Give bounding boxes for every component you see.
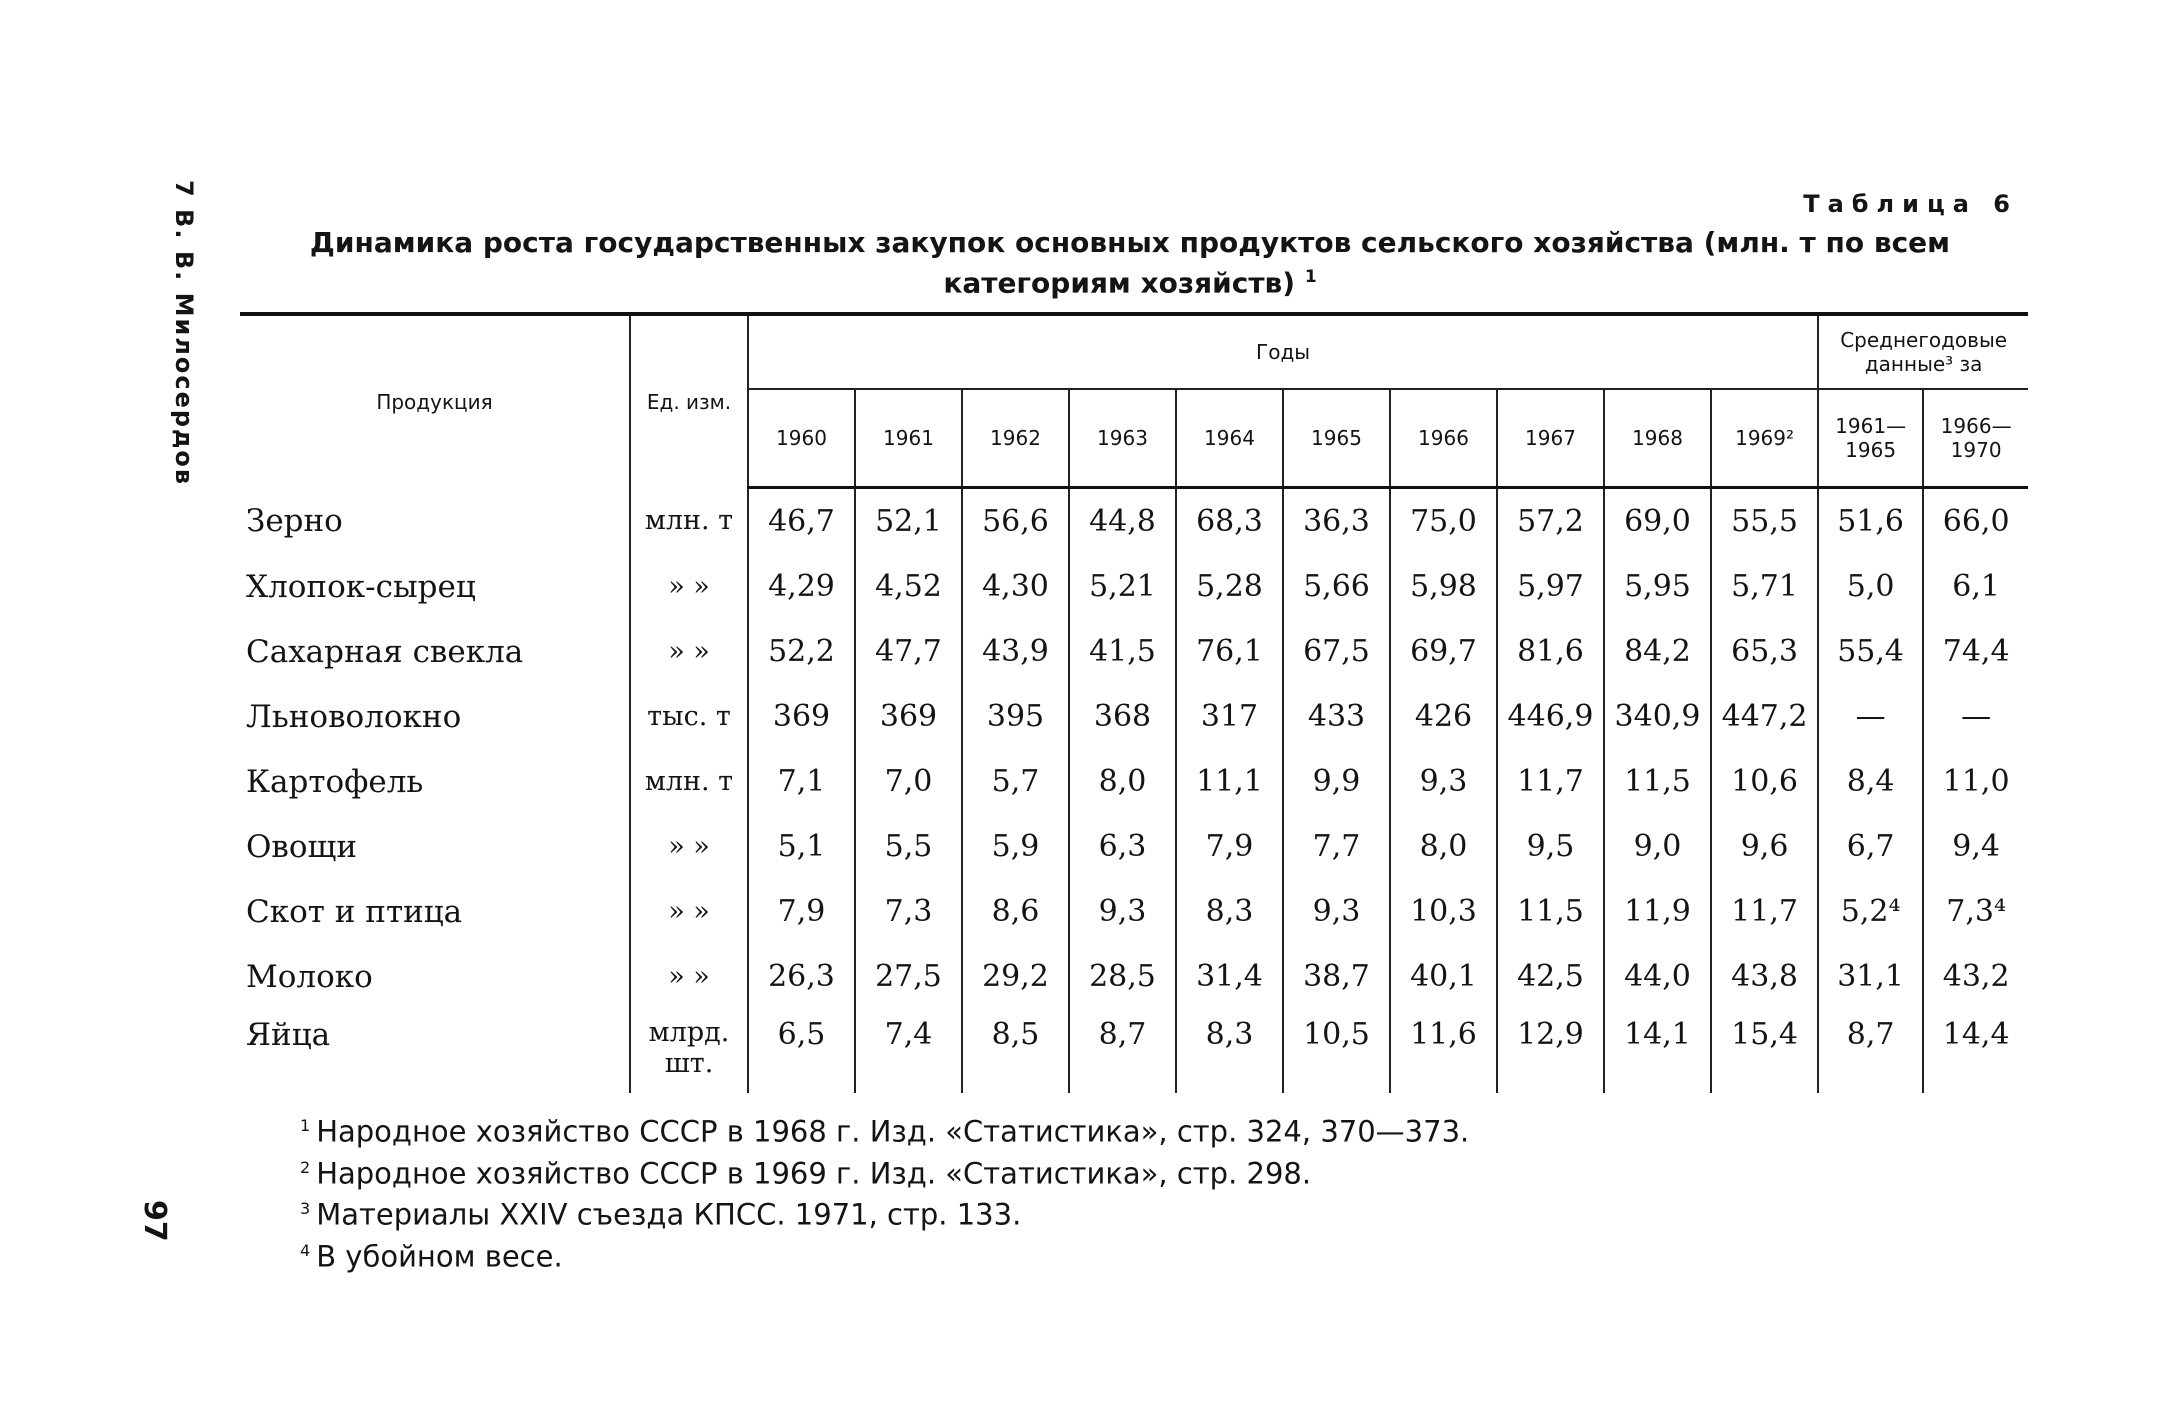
header-avg-period: 1961—1965 (1818, 389, 1923, 488)
table-row (240, 554, 2028, 619)
value-cell: 9,5 (1497, 814, 1604, 879)
value-cell: 5,97 (1497, 554, 1604, 619)
value-cell: 5,66 (1283, 554, 1390, 619)
unit-cell: » » (630, 814, 748, 879)
value-cell: 8,6 (962, 879, 1069, 944)
footnote-mark: 4 (300, 1240, 311, 1260)
table-row (240, 749, 2028, 814)
value-cell: 7,1 (748, 749, 855, 814)
value-cell: 369 (748, 684, 855, 749)
product-name: Картофель (246, 763, 424, 800)
value-cell: 9,3 (1069, 879, 1176, 944)
value-cell: 6,1 (1923, 554, 2028, 619)
header-product: Продукция (240, 314, 630, 488)
value-cell: 9,3 (1390, 749, 1497, 814)
table-title-text: Динамика роста государственных закупок основных продуктов сельского хозяйства (млн. т по всем категориям хозяйств) (309, 226, 1951, 300)
header-year: 1961 (855, 389, 962, 488)
value-cell: 9,0 (1604, 814, 1711, 879)
value-cell: 26,3 (748, 944, 855, 1009)
table-row (240, 879, 2028, 944)
product-name: Льноволокно (246, 698, 462, 735)
header-year: 1968 (1604, 389, 1711, 488)
procurement-table (240, 312, 2028, 1093)
value-cell: 6,3 (1069, 814, 1176, 879)
product-name: Молоко (246, 958, 373, 995)
value-cell: 40,1 (1390, 944, 1497, 1009)
value-cell: 57,2 (1497, 488, 1604, 555)
value-cell: 446,9 (1497, 684, 1604, 749)
value-cell: 29,2 (962, 944, 1069, 1009)
value-cell: 43,8 (1711, 944, 1818, 1009)
header-unit: Ед. изм. (630, 314, 748, 488)
header-year: 1963 (1069, 389, 1176, 488)
title-footnote-mark: 1 (1304, 267, 1317, 287)
header-year: 1964 (1176, 389, 1283, 488)
value-cell: 5,71 (1711, 554, 1818, 619)
value-cell: 5,95 (1604, 554, 1711, 619)
value-cell: 5,9 (962, 814, 1069, 879)
value-cell: 447,2 (1711, 684, 1818, 749)
table-header (240, 314, 2028, 488)
table-row (240, 944, 2028, 1009)
value-cell: 42,5 (1497, 944, 1604, 1009)
value-cell: 7,7 (1283, 814, 1390, 879)
value-cell: 7,4 (855, 1009, 962, 1093)
value-cell: 69,7 (1390, 619, 1497, 684)
unit-cell: млрд. шт. (630, 1009, 748, 1093)
footnote (300, 1233, 1469, 1275)
value-cell: 12,9 (1497, 1009, 1604, 1093)
value-cell: 31,4 (1176, 944, 1283, 1009)
unit-cell: » » (630, 879, 748, 944)
value-cell: 5,21 (1069, 554, 1176, 619)
value-cell: 8,7 (1818, 1009, 1923, 1093)
value-cell: 14,1 (1604, 1009, 1711, 1093)
value-cell: 8,7 (1069, 1009, 1176, 1093)
running-head: 7 В. В. Милосердов (170, 180, 198, 487)
header-year: 1967 (1497, 389, 1604, 488)
value-cell: 10,3 (1390, 879, 1497, 944)
value-cell: 55,4 (1818, 619, 1923, 684)
value-cell: 41,5 (1069, 619, 1176, 684)
value-cell: 11,7 (1711, 879, 1818, 944)
value-cell: 5,0 (1818, 554, 1923, 619)
value-cell: 10,6 (1711, 749, 1818, 814)
value-cell: 44,8 (1069, 488, 1176, 555)
table-row (240, 1009, 2028, 1093)
value-cell: 5,1 (748, 814, 855, 879)
footnote-mark: 2 (300, 1157, 311, 1177)
value-cell: 368 (1069, 684, 1176, 749)
product-name: Сахарная свекла (246, 633, 524, 670)
table-row (240, 814, 2028, 879)
table-body (240, 488, 2028, 1094)
value-cell: 5,98 (1390, 554, 1497, 619)
value-cell: 44,0 (1604, 944, 1711, 1009)
value-cell: 4,52 (855, 554, 962, 619)
value-cell: 8,3 (1176, 1009, 1283, 1093)
footnote-text: Народное хозяйство СССР в 1968 г. Изд. «Статистика», стр. 324, 370—373. (316, 1114, 1470, 1149)
value-cell: 7,3⁴ (1923, 879, 2028, 944)
header-year: 1966 (1390, 389, 1497, 488)
value-cell: 14,4 (1923, 1009, 2028, 1093)
value-cell: 6,5 (748, 1009, 855, 1093)
value-cell: 52,2 (748, 619, 855, 684)
value-cell: 47,7 (855, 619, 962, 684)
value-cell: 36,3 (1283, 488, 1390, 555)
page-number: 97 (137, 1200, 172, 1242)
unit-cell: » » (630, 554, 748, 619)
header-avg-group: Среднегодовые данные³ за (1818, 314, 2028, 389)
product-name: Овощи (246, 828, 358, 865)
value-cell: 395 (962, 684, 1069, 749)
table-label: Таблица 6 (1803, 190, 2018, 218)
footnote-text: Народное хозяйство СССР в 1969 г. Изд. «Статистика», стр. 298. (316, 1156, 1312, 1191)
value-cell: 11,5 (1604, 749, 1711, 814)
product-name: Яйца (246, 1017, 331, 1053)
value-cell: 340,9 (1604, 684, 1711, 749)
value-cell: 11,5 (1497, 879, 1604, 944)
header-year: 1960 (748, 389, 855, 488)
value-cell: 369 (855, 684, 962, 749)
header-year: 1965 (1283, 389, 1390, 488)
value-cell: 5,7 (962, 749, 1069, 814)
value-cell: 68,3 (1176, 488, 1283, 555)
value-cell: 8,0 (1390, 814, 1497, 879)
value-cell: 69,0 (1604, 488, 1711, 555)
value-cell: 31,1 (1818, 944, 1923, 1009)
value-cell: 11,7 (1497, 749, 1604, 814)
value-cell: 9,6 (1711, 814, 1818, 879)
value-cell: 27,5 (855, 944, 962, 1009)
value-cell: 55,5 (1711, 488, 1818, 555)
footnotes (300, 1108, 1469, 1275)
value-cell: 4,29 (748, 554, 855, 619)
value-cell: 43,2 (1923, 944, 2028, 1009)
header-years-group: Годы (748, 314, 1818, 389)
footnote (300, 1191, 1469, 1233)
product-name: Скот и птица (246, 893, 463, 930)
value-cell: 52,1 (855, 488, 962, 555)
value-cell: 6,7 (1818, 814, 1923, 879)
unit-cell: млн. т (630, 749, 748, 814)
footnote-text: В убойном весе. (316, 1239, 563, 1274)
value-cell: 38,7 (1283, 944, 1390, 1009)
value-cell: 7,0 (855, 749, 962, 814)
header-year: 1969² (1711, 389, 1818, 488)
value-cell: 67,5 (1283, 619, 1390, 684)
value-cell: 9,3 (1283, 879, 1390, 944)
value-cell: 11,6 (1390, 1009, 1497, 1093)
value-cell: 9,4 (1923, 814, 2028, 879)
value-cell: 10,5 (1283, 1009, 1390, 1093)
table-row (240, 619, 2028, 684)
header-avg-period: 1966—1970 (1923, 389, 2028, 488)
value-cell: 46,7 (748, 488, 855, 555)
value-cell: 4,30 (962, 554, 1069, 619)
value-cell: 5,2⁴ (1818, 879, 1923, 944)
value-cell: 5,5 (855, 814, 962, 879)
unit-cell: млн. т (630, 488, 748, 555)
unit-cell: » » (630, 944, 748, 1009)
value-cell: 8,0 (1069, 749, 1176, 814)
value-cell: 28,5 (1069, 944, 1176, 1009)
footnote (300, 1108, 1469, 1150)
value-cell: 8,5 (962, 1009, 1069, 1093)
value-cell: 51,6 (1818, 488, 1923, 555)
value-cell: 11,1 (1176, 749, 1283, 814)
value-cell: 65,3 (1711, 619, 1818, 684)
table-row (240, 488, 2028, 555)
value-cell: 8,3 (1176, 879, 1283, 944)
unit-cell: тыс. т (630, 684, 748, 749)
value-cell: — (1818, 684, 1923, 749)
value-cell: 81,6 (1497, 619, 1604, 684)
value-cell: 15,4 (1711, 1009, 1818, 1093)
value-cell: — (1923, 684, 2028, 749)
value-cell: 43,9 (962, 619, 1069, 684)
value-cell: 5,28 (1176, 554, 1283, 619)
value-cell: 317 (1176, 684, 1283, 749)
value-cell: 7,3 (855, 879, 962, 944)
value-cell: 76,1 (1176, 619, 1283, 684)
value-cell: 8,4 (1818, 749, 1923, 814)
value-cell: 74,4 (1923, 619, 2028, 684)
value-cell: 9,9 (1283, 749, 1390, 814)
value-cell: 84,2 (1604, 619, 1711, 684)
unit-cell: » » (630, 619, 748, 684)
table-title (300, 226, 1960, 300)
footnote-mark: 1 (300, 1116, 311, 1135)
footnote-text: Материалы XXIV съезда КПСС. 1971, стр. 133. (316, 1197, 1022, 1232)
value-cell: 7,9 (748, 879, 855, 944)
value-cell: 11,0 (1923, 749, 2028, 814)
value-cell: 66,0 (1923, 488, 2028, 555)
product-name: Зерно (246, 502, 343, 539)
header-year: 1962 (962, 389, 1069, 488)
value-cell: 56,6 (962, 488, 1069, 555)
value-cell: 11,9 (1604, 879, 1711, 944)
value-cell: 433 (1283, 684, 1390, 749)
product-name: Хлопок-сырец (246, 568, 476, 605)
table-row (240, 684, 2028, 749)
footnote (300, 1150, 1469, 1192)
value-cell: 7,9 (1176, 814, 1283, 879)
value-cell: 426 (1390, 684, 1497, 749)
value-cell: 75,0 (1390, 488, 1497, 555)
footnote-mark: 3 (300, 1199, 311, 1219)
